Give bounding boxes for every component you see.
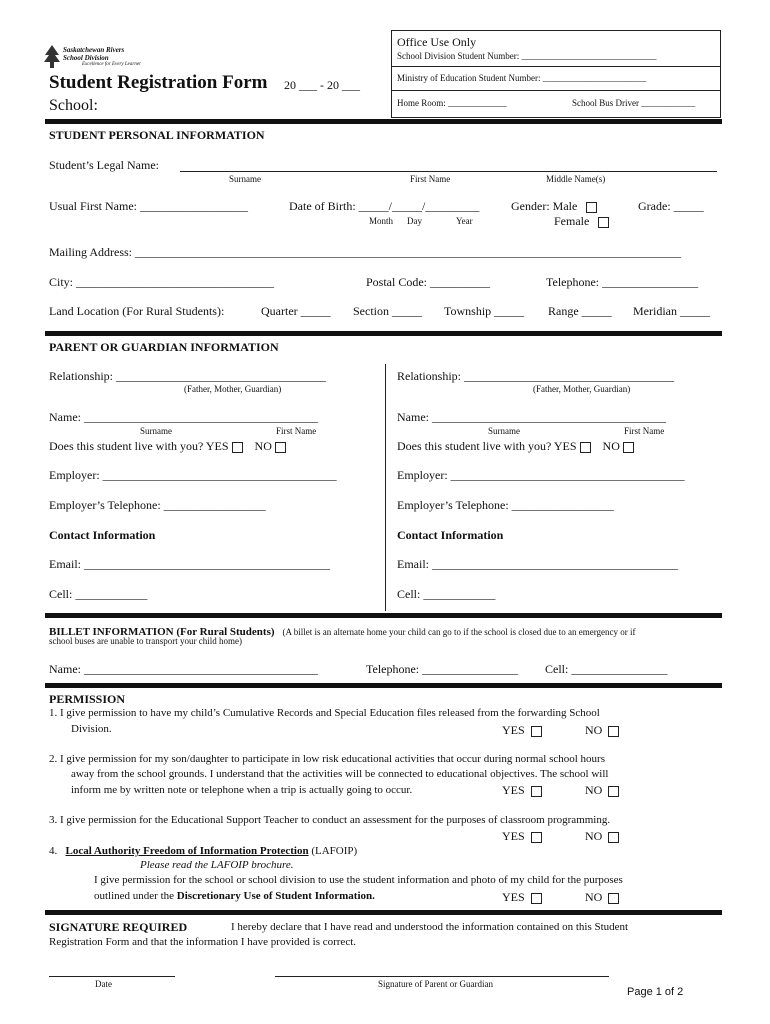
signature-heading: SIGNATURE REQUIRED	[49, 920, 188, 934]
student-section-heading: STUDENT PERSONAL INFORMATION	[49, 128, 265, 142]
permission-1-text-cont: Division.	[71, 723, 112, 735]
checkbox-icon[interactable]	[608, 726, 619, 737]
declaration-text-cont: Registration Form and that the information I have provided is correct.	[49, 936, 357, 948]
permission-2-yes[interactable]: YES	[502, 783, 542, 798]
legal-name-line[interactable]	[180, 171, 717, 172]
declaration-text: I hereby declare that I have read and understood the information contained on this Student	[231, 921, 629, 933]
parent2-cell-field[interactable]: Cell: ____________	[397, 587, 496, 601]
checkbox-icon[interactable]	[531, 726, 542, 737]
checkbox-icon[interactable]	[531, 893, 542, 904]
parent1-email-field[interactable]: Email: _________________________________________	[49, 557, 330, 571]
checkbox-icon[interactable]	[623, 442, 634, 453]
date-line[interactable]	[49, 976, 175, 977]
checkbox-icon[interactable]	[598, 217, 609, 228]
mailing-address-field[interactable]: Mailing Address: ___________________________________________________________________________________________	[49, 245, 681, 259]
month-caption: Month	[369, 216, 394, 226]
parent2-email-field[interactable]: Email: _________________________________________	[397, 557, 678, 571]
parent2-relationship-field[interactable]: Relationship: ___________________________________	[397, 369, 674, 383]
permission-3-no[interactable]: NO	[585, 829, 619, 844]
middle-name-caption: Middle Name(s)	[546, 174, 606, 184]
day-caption: Day	[407, 216, 422, 226]
checkbox-icon[interactable]	[608, 832, 619, 843]
year-caption: Year	[456, 216, 473, 226]
parent2-contact-heading: Contact Information	[397, 528, 504, 542]
section-field[interactable]: Section _____	[353, 304, 422, 318]
checkbox-icon[interactable]	[586, 202, 597, 213]
gender-female-option[interactable]: Female	[554, 214, 609, 229]
parent2-firstname-caption: First Name	[624, 426, 665, 436]
telephone-field[interactable]: Telephone: ________________	[546, 275, 699, 289]
parent1-relationship-hint: (Father, Mother, Guardian)	[184, 384, 282, 394]
grade-field[interactable]: Grade: _____	[638, 199, 704, 213]
township-field[interactable]: Township _____	[444, 304, 525, 318]
org-name-line1: Saskatchewan Rivers	[63, 46, 125, 54]
ministry-number-field[interactable]: Ministry of Education Student Number: _______________________	[397, 73, 647, 83]
org-name-line2: School Division	[63, 54, 109, 62]
permission-4-text: I give permission for the school or school division to use the student information and photo of my child for the purposes	[94, 874, 623, 886]
permission-2-text: 2. I give permission for my son/daughter to participate in low risk educational activities that occur during normal school hours	[49, 753, 605, 765]
billet-heading: BILLET INFORMATION (For Rural Students)	[49, 626, 275, 638]
range-field[interactable]: Range _____	[548, 304, 612, 318]
parent2-relationship-hint: (Father, Mother, Guardian)	[533, 384, 631, 394]
parent1-live-with-question[interactable]: Does this student live with you? YES NO	[49, 439, 286, 454]
billet-note-cont: school buses are unable to transport your child home)	[49, 636, 242, 646]
permission-1-no[interactable]: NO	[585, 723, 619, 738]
form-title: Student Registration Form	[49, 72, 268, 93]
date-caption: Date	[95, 979, 112, 989]
tree-icon	[42, 44, 62, 70]
quarter-field[interactable]: Quarter _____	[261, 304, 331, 318]
checkbox-icon[interactable]	[232, 442, 243, 453]
checkbox-icon[interactable]	[608, 786, 619, 797]
permission-3-text: 3. I give permission for the Educational Support Teacher to conduct an assessment for the purposes of classroom programming.	[49, 814, 611, 826]
signature-line[interactable]	[275, 976, 609, 977]
parent-section-heading: PARENT OR GUARDIAN INFORMATION	[49, 340, 279, 354]
permission-2-no[interactable]: NO	[585, 783, 619, 798]
parent1-cell-field[interactable]: Cell: ____________	[49, 587, 148, 601]
dob-field[interactable]: Date of Birth: _____/_____/_________	[289, 199, 480, 213]
school-year-field[interactable]: 20 ___ - 20 ___	[284, 78, 360, 92]
parent1-firstname-caption: First Name	[276, 426, 317, 436]
legal-name-label: Student’s Legal Name:	[49, 158, 159, 172]
billet-cell-field[interactable]: Cell: ________________	[545, 662, 668, 676]
signature-caption: Signature of Parent or Guardian	[378, 979, 493, 989]
billet-note: (A billet is an alternate home your child can go to if the school is closed due to an emergency or if	[282, 627, 636, 637]
surname-caption: Surname	[229, 174, 261, 184]
checkbox-icon[interactable]	[275, 442, 286, 453]
permission-1-text: 1. I give permission to have my child’s Cumulative Records and Special Education files released from the forwarding School	[49, 707, 600, 719]
city-field[interactable]: City: _________________________________	[49, 275, 275, 289]
parent2-employer-phone-field[interactable]: Employer’s Telephone: _________________	[397, 498, 614, 512]
permission-1-yes[interactable]: YES	[502, 723, 542, 738]
billet-name-field[interactable]: Name: _______________________________________	[49, 662, 318, 676]
first-name-caption: First Name	[410, 174, 451, 184]
parent2-name-field[interactable]: Name: _______________________________________	[397, 410, 666, 424]
usual-first-name-field[interactable]: Usual First Name: __________________	[49, 199, 248, 213]
column-divider	[385, 364, 386, 611]
checkbox-icon[interactable]	[608, 893, 619, 904]
checkbox-icon[interactable]	[531, 832, 542, 843]
permission-4-yes[interactable]: YES	[502, 890, 542, 905]
parent2-live-with-question[interactable]: Does this student live with you? YES NO	[397, 439, 634, 454]
parent1-relationship-field[interactable]: Relationship: ___________________________________	[49, 369, 326, 383]
parent2-employer-field[interactable]: Employer: _______________________________________	[397, 468, 685, 482]
home-room-field[interactable]: Home Room: _____________	[397, 98, 507, 108]
postal-code-field[interactable]: Postal Code: __________	[366, 275, 491, 289]
permission-4-heading: 4. Local Authority Freedom of Information Protection (LAFOIP)	[49, 845, 358, 857]
page-number: Page 1 of 2	[627, 986, 684, 998]
parent1-surname-caption: Surname	[140, 426, 172, 436]
land-location-label: Land Location (For Rural Students):	[49, 304, 225, 318]
permission-4-no[interactable]: NO	[585, 890, 619, 905]
parent1-name-field[interactable]: Name: _______________________________________	[49, 410, 318, 424]
parent1-employer-field[interactable]: Employer: _______________________________________	[49, 468, 337, 482]
division-logo	[42, 44, 62, 75]
checkbox-icon[interactable]	[580, 442, 591, 453]
permission-4-brochure-note: Please read the LAFOIP brochure.	[140, 859, 294, 871]
permission-heading: PERMISSION	[49, 692, 126, 706]
permission-3-yes[interactable]: YES	[502, 829, 542, 844]
meridian-field[interactable]: Meridian _____	[633, 304, 710, 318]
school-label: School:	[49, 97, 98, 114]
parent1-contact-heading: Contact Information	[49, 528, 156, 542]
permission-4-text-cont: outlined under the Discretionary Use of Student Information.	[94, 890, 375, 902]
org-tagline: Excellence for Every Learner	[82, 62, 142, 67]
permission-2-text-cont1: away from the school grounds. I understand that the activities will be connected to educational objectives. The school will	[71, 768, 609, 780]
student-number-field[interactable]: School Division Student Number: ______________________________	[397, 51, 657, 61]
office-use-title: Office Use Only	[397, 35, 477, 49]
parent2-surname-caption: Surname	[488, 426, 520, 436]
checkbox-icon[interactable]	[531, 786, 542, 797]
permission-2-text-cont2: inform me by written note or telephone when a trip is actually going to occur.	[71, 784, 413, 796]
gender-male-option[interactable]: Gender: Male	[511, 199, 597, 214]
billet-telephone-field[interactable]: Telephone: ________________	[366, 662, 519, 676]
parent1-employer-phone-field[interactable]: Employer’s Telephone: _________________	[49, 498, 266, 512]
bus-driver-field[interactable]: School Bus Driver ____________	[572, 98, 696, 108]
